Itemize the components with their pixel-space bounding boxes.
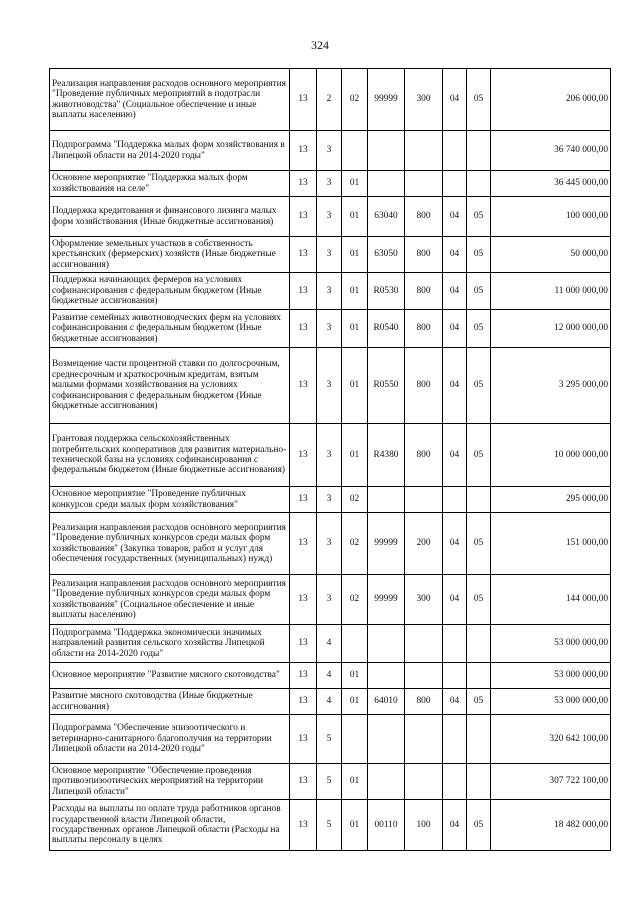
row-name: Оформление земельных участков в собственность крестьянских (фермерских) хозяйств (Иные бюджетные ассигнования) — [50, 237, 290, 273]
code-program: 13 — [290, 237, 317, 273]
code-event — [342, 131, 368, 171]
code-subsection: 05 — [467, 237, 491, 273]
code-expense-type: 800 — [405, 237, 443, 273]
row-amount: 53 000 000,00 — [491, 689, 611, 715]
code-expense-type — [405, 715, 443, 764]
code-section — [443, 171, 467, 197]
code-subprogram: 3 — [317, 131, 342, 171]
code-section: 04 — [443, 197, 467, 237]
code-event: 01 — [342, 764, 368, 800]
code-expense-type — [405, 171, 443, 197]
row-name: Развитие семейных животноводческих ферм на условиях софинансирования с федеральным бюджетом (Иные бюджетные ассигнования) — [50, 310, 290, 348]
code-event: 01 — [342, 197, 368, 237]
code-subsection: 05 — [467, 273, 491, 310]
code-direction: R0550 — [368, 348, 405, 424]
row-name: Основное мероприятие "Обеспечение проведения противоэпизоотических мероприятий на территории Липецкой области" — [50, 764, 290, 800]
code-direction: 63050 — [368, 237, 405, 273]
table-row — [50, 348, 611, 424]
code-program: 13 — [290, 197, 317, 237]
code-subsection — [467, 487, 491, 513]
row-amount: 36 445 000,00 — [491, 171, 611, 197]
code-subsection: 05 — [467, 689, 491, 715]
row-amount: 295 000,00 — [491, 487, 611, 513]
code-program: 13 — [290, 131, 317, 171]
code-subprogram: 4 — [317, 625, 342, 663]
code-program: 13 — [290, 348, 317, 424]
code-event: 01 — [342, 348, 368, 424]
code-direction: R0530 — [368, 273, 405, 310]
code-direction — [368, 487, 405, 513]
table-row — [50, 131, 611, 171]
code-section: 04 — [443, 800, 467, 851]
row-amount: 206 000,00 — [491, 69, 611, 131]
table-row — [50, 513, 611, 575]
code-subsection: 05 — [467, 69, 491, 131]
row-amount: 151 000,00 — [491, 513, 611, 575]
code-event: 01 — [342, 237, 368, 273]
code-direction — [368, 715, 405, 764]
code-event: 01 — [342, 424, 368, 487]
code-subprogram: 3 — [317, 487, 342, 513]
code-event: 02 — [342, 69, 368, 131]
row-name: Грантовая поддержка сельскохозяйственных потребительских кооперативов для развития материально-технической базы на условиях софинансирования с федеральным бюджетом (Иные бюджетные ассигнования) — [50, 424, 290, 487]
code-section: 04 — [443, 689, 467, 715]
table-row — [50, 663, 611, 689]
code-subsection: 05 — [467, 197, 491, 237]
code-section — [443, 663, 467, 689]
code-direction: 00110 — [368, 800, 405, 851]
row-name: Подпрограмма "Поддержка экономически значимых направлений развития сельского хозяйства Липецкой области на 2014-2020 годы" — [50, 625, 290, 663]
code-event — [342, 625, 368, 663]
code-section: 04 — [443, 348, 467, 424]
row-name: Развитие мясного скотоводства (Иные бюджетные ассигнования) — [50, 689, 290, 715]
code-event: 01 — [342, 800, 368, 851]
code-subprogram: 4 — [317, 689, 342, 715]
row-amount: 307 722 100,00 — [491, 764, 611, 800]
code-program: 13 — [290, 625, 317, 663]
row-amount: 53 000 000,00 — [491, 625, 611, 663]
code-program: 13 — [290, 800, 317, 851]
code-subprogram: 3 — [317, 237, 342, 273]
table-row — [50, 197, 611, 237]
page-number: 324 — [311, 38, 329, 52]
code-subsection: 05 — [467, 513, 491, 575]
code-section — [443, 764, 467, 800]
table-row — [50, 625, 611, 663]
code-program: 13 — [290, 69, 317, 131]
code-subsection — [467, 764, 491, 800]
code-subsection: 05 — [467, 348, 491, 424]
code-expense-type: 800 — [405, 197, 443, 237]
code-program: 13 — [290, 715, 317, 764]
code-expense-type — [405, 131, 443, 171]
row-amount: 10 000 000,00 — [491, 424, 611, 487]
table-row — [50, 689, 611, 715]
budget-table — [49, 68, 611, 851]
code-direction — [368, 663, 405, 689]
code-subprogram: 5 — [317, 764, 342, 800]
code-subsection — [467, 715, 491, 764]
code-expense-type — [405, 663, 443, 689]
row-name: Подпрограмма "Поддержка малых форм хозяйствования в Липецкой области на 2014-2020 годы" — [50, 131, 290, 171]
code-expense-type: 800 — [405, 310, 443, 348]
row-amount: 50 000,00 — [491, 237, 611, 273]
table-row — [50, 310, 611, 348]
code-section — [443, 131, 467, 171]
code-expense-type — [405, 487, 443, 513]
code-direction — [368, 764, 405, 800]
row-amount: 11 000 000,00 — [491, 273, 611, 310]
row-name: Поддержка кредитования и финансового лизинга малых форм хозяйствования (Иные бюджетные ассигнования) — [50, 197, 290, 237]
row-amount: 100 000,00 — [491, 197, 611, 237]
code-subprogram: 3 — [317, 348, 342, 424]
code-expense-type: 800 — [405, 348, 443, 424]
code-section: 04 — [443, 575, 467, 625]
row-name: Основное мероприятие "Развитие мясного скотоводства" — [50, 663, 290, 689]
code-subprogram: 5 — [317, 715, 342, 764]
code-subsection — [467, 663, 491, 689]
code-event: 02 — [342, 513, 368, 575]
code-program: 13 — [290, 575, 317, 625]
code-expense-type: 800 — [405, 424, 443, 487]
code-direction: R0540 — [368, 310, 405, 348]
row-name: Возмещение части процентной ставки по долгосрочным, среднесрочным и краткосрочным кредитам, взятым малыми формами хозяйствования на условиях софинансирования с федеральным бюджетом (Иные бюджетные ассигнования) — [50, 348, 290, 424]
code-expense-type: 300 — [405, 69, 443, 131]
code-direction — [368, 131, 405, 171]
code-subsection: 05 — [467, 800, 491, 851]
table-row — [50, 171, 611, 197]
code-section: 04 — [443, 69, 467, 131]
code-section — [443, 625, 467, 663]
code-event: 01 — [342, 689, 368, 715]
code-direction: 99999 — [368, 513, 405, 575]
code-event — [342, 715, 368, 764]
code-expense-type: 300 — [405, 575, 443, 625]
code-event: 01 — [342, 171, 368, 197]
code-program: 13 — [290, 424, 317, 487]
row-name: Реализация направления расходов основного мероприятия "Проведение публичных конкурсов среди малых форм хозяйствования" (Закупка товаров, работ и услуг для обеспечения государственных (муниципальных) нужд) — [50, 513, 290, 575]
code-direction — [368, 171, 405, 197]
code-program: 13 — [290, 171, 317, 197]
code-event: 02 — [342, 487, 368, 513]
code-expense-type: 800 — [405, 689, 443, 715]
row-amount: 144 000,00 — [491, 575, 611, 625]
table-row — [50, 273, 611, 310]
row-name: Подпрограмма "Обеспечение эпизоотического и ветеринарно-санитарного благополучия на территории Липецкой области на 2014-2020 годы" — [50, 715, 290, 764]
code-subsection — [467, 625, 491, 663]
code-program: 13 — [290, 273, 317, 310]
code-expense-type: 100 — [405, 800, 443, 851]
code-program: 13 — [290, 764, 317, 800]
code-section: 04 — [443, 273, 467, 310]
code-direction — [368, 625, 405, 663]
code-subprogram: 3 — [317, 513, 342, 575]
code-expense-type — [405, 764, 443, 800]
code-direction: R4380 — [368, 424, 405, 487]
code-subprogram: 3 — [317, 171, 342, 197]
code-program: 13 — [290, 689, 317, 715]
code-program: 13 — [290, 487, 317, 513]
row-amount: 53 000 000,00 — [491, 663, 611, 689]
row-name: Поддержка начинающих фермеров на условиях софинансирования с федеральным бюджетом (Иные бюджетные ассигнования) — [50, 273, 290, 310]
code-section: 04 — [443, 513, 467, 575]
code-subsection: 05 — [467, 310, 491, 348]
code-subprogram: 3 — [317, 575, 342, 625]
code-direction: 99999 — [368, 69, 405, 131]
row-name: Реализация направления расходов основного мероприятия "Проведение публичных конкурсов среди малых форм хозяйствования" (Социальное обеспечение и иные выплаты населению) — [50, 575, 290, 625]
code-subprogram: 3 — [317, 310, 342, 348]
code-event: 01 — [342, 310, 368, 348]
code-direction: 64010 — [368, 689, 405, 715]
code-direction: 99999 — [368, 575, 405, 625]
code-subsection: 05 — [467, 424, 491, 487]
table-row — [50, 575, 611, 625]
table-row — [50, 715, 611, 764]
table-row — [50, 237, 611, 273]
row-name: Реализация направления расходов основного мероприятия "Проведение публичных мероприятий в подотрасли животноводства" (Социальное обеспечение и иные выплаты населению) — [50, 69, 290, 131]
code-subprogram: 5 — [317, 800, 342, 851]
table-row — [50, 69, 611, 131]
table-row — [50, 424, 611, 487]
row-amount: 18 482 000,00 — [491, 800, 611, 851]
code-subprogram: 2 — [317, 69, 342, 131]
row-name: Основное мероприятие "Проведение публичных конкурсов среди малых форм хозяйствования" — [50, 487, 290, 513]
code-subprogram: 3 — [317, 273, 342, 310]
code-section: 04 — [443, 310, 467, 348]
code-expense-type: 200 — [405, 513, 443, 575]
table-row — [50, 800, 611, 851]
code-program: 13 — [290, 663, 317, 689]
code-section — [443, 487, 467, 513]
table-row — [50, 487, 611, 513]
code-expense-type: 800 — [405, 273, 443, 310]
row-amount: 12 000 000,00 — [491, 310, 611, 348]
code-event: 02 — [342, 575, 368, 625]
code-event: 01 — [342, 273, 368, 310]
code-expense-type — [405, 625, 443, 663]
row-amount: 3 295 000,00 — [491, 348, 611, 424]
code-subsection — [467, 171, 491, 197]
code-program: 13 — [290, 310, 317, 348]
code-program: 13 — [290, 513, 317, 575]
code-subprogram: 4 — [317, 663, 342, 689]
code-subsection: 05 — [467, 575, 491, 625]
code-section: 04 — [443, 237, 467, 273]
row-name: Расходы на выплаты по оплате труда работников органов государственной власти Липецкой области, государственных органов Липецкой области (Расходы на выплаты персоналу в целях — [50, 800, 290, 851]
code-direction: 63040 — [368, 197, 405, 237]
code-subprogram: 3 — [317, 197, 342, 237]
table-row — [50, 764, 611, 800]
code-section: 04 — [443, 424, 467, 487]
code-subprogram: 3 — [317, 424, 342, 487]
code-event: 01 — [342, 663, 368, 689]
row-amount: 36 740 000,00 — [491, 131, 611, 171]
code-section — [443, 715, 467, 764]
row-name: Основное мероприятие "Поддержка малых форм хозяйствования на селе" — [50, 171, 290, 197]
code-subsection — [467, 131, 491, 171]
row-amount: 320 642 100,00 — [491, 715, 611, 764]
